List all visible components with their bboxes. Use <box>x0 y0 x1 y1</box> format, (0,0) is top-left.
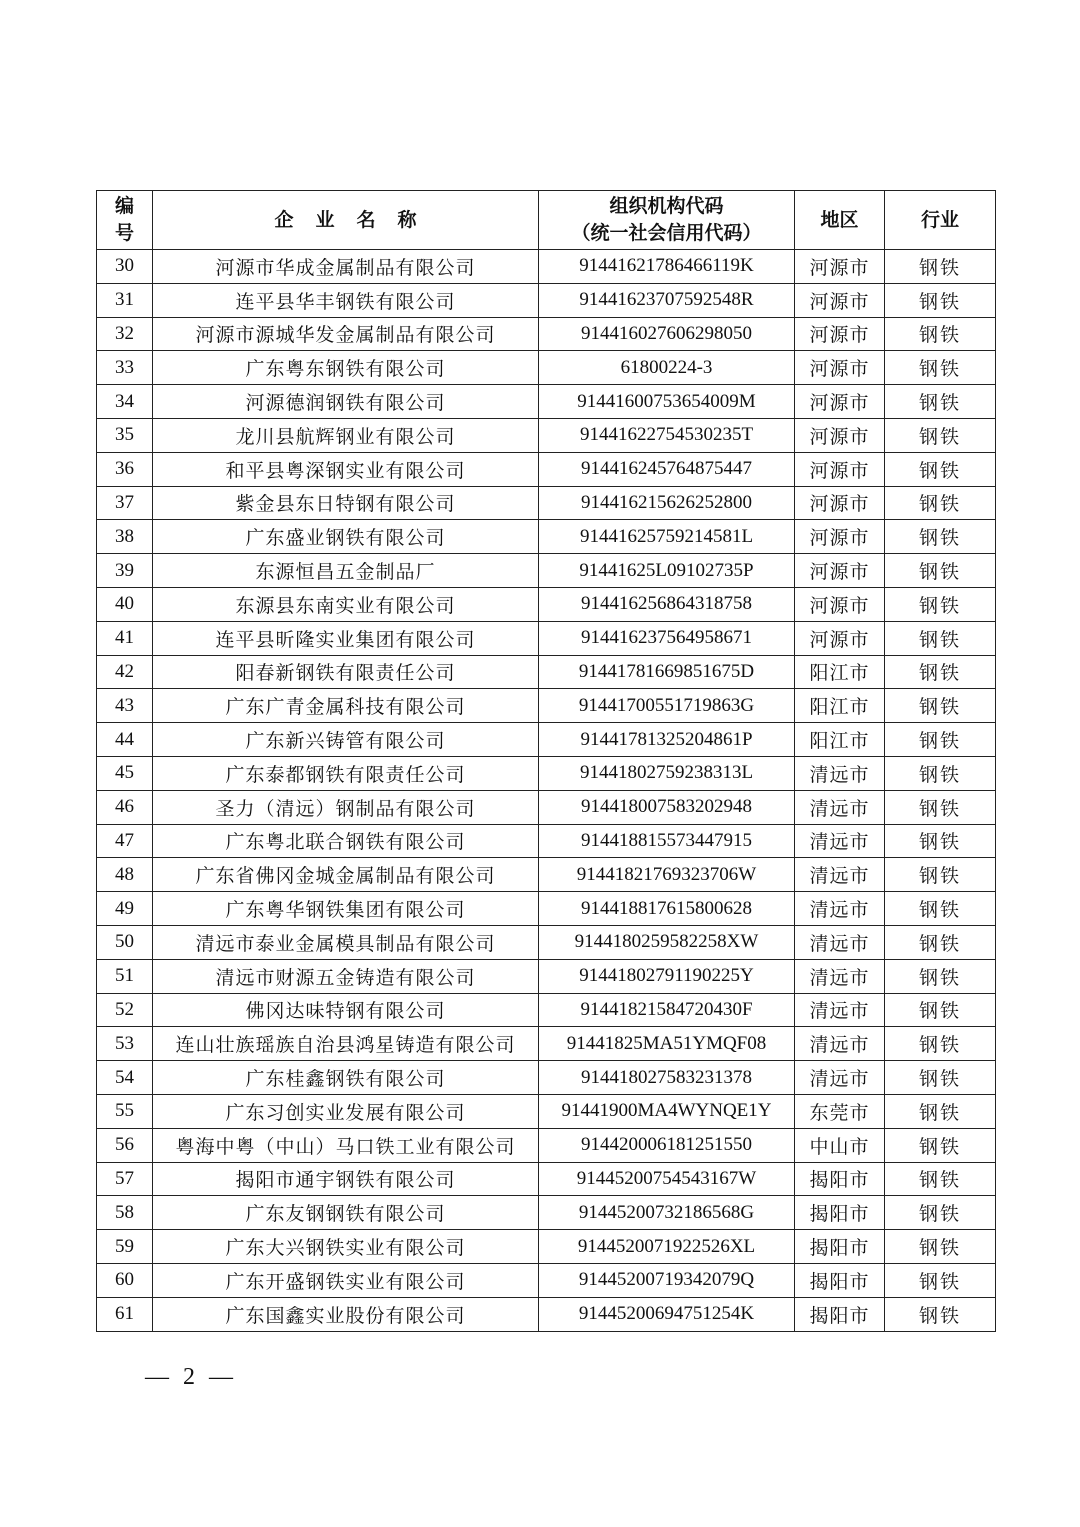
cell-org-code: 91441621786466119K <box>539 250 795 284</box>
cell-number: 49 <box>97 892 153 926</box>
cell-industry: 钢铁 <box>885 621 996 655</box>
cell-industry: 钢铁 <box>885 993 996 1027</box>
cell-org-code: 91441781669851675D <box>539 655 795 689</box>
cell-region: 河源市 <box>795 351 885 385</box>
cell-number: 51 <box>97 959 153 993</box>
cell-company-name: 河源德润钢铁有限公司 <box>153 385 539 419</box>
table-row <box>97 1196 996 1230</box>
cell-number: 30 <box>97 250 153 284</box>
header-org-code-line-1: 组织机构代码 <box>609 195 724 217</box>
cell-company-name: 广东省佛冈金城金属制品有限公司 <box>153 858 539 892</box>
cell-company-name: 广东大兴钢铁实业有限公司 <box>153 1230 539 1264</box>
cell-industry: 钢铁 <box>885 250 996 284</box>
cell-region: 揭阳市 <box>795 1196 885 1230</box>
cell-org-code: 914418817615800628 <box>539 892 795 926</box>
cell-region: 清远市 <box>795 790 885 824</box>
cell-company-name: 揭阳市通宇钢铁有限公司 <box>153 1162 539 1196</box>
cell-number: 56 <box>97 1128 153 1162</box>
table-body <box>97 250 996 1332</box>
cell-company-name: 东源县东南实业有限公司 <box>153 587 539 621</box>
cell-industry: 钢铁 <box>885 756 996 790</box>
table-header-row <box>97 191 996 250</box>
cell-region: 清远市 <box>795 824 885 858</box>
cell-number: 43 <box>97 689 153 723</box>
cell-company-name: 广东泰都钢铁有限责任公司 <box>153 756 539 790</box>
cell-org-code: 914416027606298050 <box>539 317 795 351</box>
cell-number: 48 <box>97 858 153 892</box>
cell-region: 中山市 <box>795 1128 885 1162</box>
header-industry: 行业 <box>885 191 996 250</box>
cell-region: 河源市 <box>795 452 885 486</box>
cell-org-code: 91441802759238313L <box>539 756 795 790</box>
cell-number: 55 <box>97 1094 153 1128</box>
cell-number: 45 <box>97 756 153 790</box>
cell-region: 清远市 <box>795 756 885 790</box>
cell-industry: 钢铁 <box>885 520 996 554</box>
cell-industry: 钢铁 <box>885 892 996 926</box>
table-row <box>97 486 996 520</box>
cell-industry: 钢铁 <box>885 587 996 621</box>
cell-company-name: 粤海中粤（中山）马口铁工业有限公司 <box>153 1128 539 1162</box>
cell-company-name: 广东开盛钢铁实业有限公司 <box>153 1263 539 1297</box>
cell-number: 40 <box>97 587 153 621</box>
cell-industry: 钢铁 <box>885 1162 996 1196</box>
header-number-line-1: 编 <box>114 195 134 217</box>
cell-org-code: 914416215626252800 <box>539 486 795 520</box>
cell-company-name: 广东粤华钢铁集团有限公司 <box>153 892 539 926</box>
table-row <box>97 756 996 790</box>
cell-region: 揭阳市 <box>795 1297 885 1331</box>
cell-company-name: 连平县华丰钢铁有限公司 <box>153 283 539 317</box>
cell-region: 清远市 <box>795 1061 885 1095</box>
cell-org-code: 91441781325204861P <box>539 723 795 757</box>
cell-industry: 钢铁 <box>885 1263 996 1297</box>
cell-org-code: 91441821769323706W <box>539 858 795 892</box>
table-row <box>97 317 996 351</box>
table-row <box>97 351 996 385</box>
cell-region: 清远市 <box>795 892 885 926</box>
cell-industry: 钢铁 <box>885 385 996 419</box>
cell-industry: 钢铁 <box>885 283 996 317</box>
cell-number: 33 <box>97 351 153 385</box>
cell-number: 50 <box>97 925 153 959</box>
cell-company-name: 广东桂鑫钢铁有限公司 <box>153 1061 539 1095</box>
cell-region: 阳江市 <box>795 689 885 723</box>
cell-number: 53 <box>97 1027 153 1061</box>
cell-industry: 钢铁 <box>885 1061 996 1095</box>
cell-org-code: 914418027583231378 <box>539 1061 795 1095</box>
cell-number: 52 <box>97 993 153 1027</box>
cell-industry: 钢铁 <box>885 1196 996 1230</box>
cell-industry: 钢铁 <box>885 418 996 452</box>
header-org-code <box>539 191 795 250</box>
cell-region: 阳江市 <box>795 655 885 689</box>
cell-industry: 钢铁 <box>885 554 996 588</box>
cell-region: 阳江市 <box>795 723 885 757</box>
cell-org-code: 91441622754530235T <box>539 418 795 452</box>
cell-org-code: 61800224-3 <box>539 351 795 385</box>
table-row <box>97 858 996 892</box>
table-row <box>97 892 996 926</box>
cell-industry: 钢铁 <box>885 1128 996 1162</box>
cell-company-name: 广东习创实业发展有限公司 <box>153 1094 539 1128</box>
cell-industry: 钢铁 <box>885 486 996 520</box>
cell-industry: 钢铁 <box>885 317 996 351</box>
cell-number: 60 <box>97 1263 153 1297</box>
cell-region: 河源市 <box>795 486 885 520</box>
table-row <box>97 385 996 419</box>
cell-region: 揭阳市 <box>795 1230 885 1264</box>
cell-company-name: 佛冈达味特钢有限公司 <box>153 993 539 1027</box>
cell-org-code: 91445200754543167W <box>539 1162 795 1196</box>
table-row <box>97 1162 996 1196</box>
cell-industry: 钢铁 <box>885 1230 996 1264</box>
table-row <box>97 1128 996 1162</box>
cell-company-name: 连平县昕隆实业集团有限公司 <box>153 621 539 655</box>
cell-org-code: 91445200732186568G <box>539 1196 795 1230</box>
cell-region: 清远市 <box>795 858 885 892</box>
enterprise-table <box>96 190 996 1332</box>
cell-number: 58 <box>97 1196 153 1230</box>
table-row <box>97 723 996 757</box>
cell-industry: 钢铁 <box>885 452 996 486</box>
header-company-name: 企业名称 <box>153 191 539 250</box>
cell-industry: 钢铁 <box>885 723 996 757</box>
table-row <box>97 283 996 317</box>
cell-number: 38 <box>97 520 153 554</box>
cell-org-code: 91445200719342079Q <box>539 1263 795 1297</box>
cell-region: 清远市 <box>795 993 885 1027</box>
cell-org-code: 914418007583202948 <box>539 790 795 824</box>
cell-company-name: 龙川县航辉钢业有限公司 <box>153 418 539 452</box>
table-row <box>97 418 996 452</box>
cell-org-code: 91441900MA4WYNQE1Y <box>539 1094 795 1128</box>
cell-company-name: 广东友钢钢铁有限公司 <box>153 1196 539 1230</box>
table-row <box>97 1061 996 1095</box>
cell-number: 42 <box>97 655 153 689</box>
table-row <box>97 959 996 993</box>
cell-number: 61 <box>97 1297 153 1331</box>
cell-company-name: 广东盛业钢铁有限公司 <box>153 520 539 554</box>
cell-region: 河源市 <box>795 587 885 621</box>
cell-industry: 钢铁 <box>885 1297 996 1331</box>
cell-org-code: 9144520071922526XL <box>539 1230 795 1264</box>
cell-region: 清远市 <box>795 925 885 959</box>
cell-number: 57 <box>97 1162 153 1196</box>
cell-company-name: 连山壮族瑶族自治县鸿星铸造有限公司 <box>153 1027 539 1061</box>
header-org-code-line-2: （统一社会信用代码） <box>571 222 762 244</box>
cell-company-name: 河源市源城华发金属制品有限公司 <box>153 317 539 351</box>
table-row <box>97 452 996 486</box>
cell-org-code: 91441802791190225Y <box>539 959 795 993</box>
cell-region: 东莞市 <box>795 1094 885 1128</box>
cell-region: 河源市 <box>795 520 885 554</box>
cell-region: 清远市 <box>795 959 885 993</box>
table-row <box>97 824 996 858</box>
cell-org-code: 91445200694751254K <box>539 1297 795 1331</box>
cell-region: 河源市 <box>795 283 885 317</box>
cell-industry: 钢铁 <box>885 351 996 385</box>
cell-company-name: 广东国鑫实业股份有限公司 <box>153 1297 539 1331</box>
cell-region: 河源市 <box>795 250 885 284</box>
table-row <box>97 554 996 588</box>
cell-industry: 钢铁 <box>885 858 996 892</box>
table-row <box>97 993 996 1027</box>
cell-company-name: 东源恒昌五金制品厂 <box>153 554 539 588</box>
cell-org-code: 914416245764875447 <box>539 452 795 486</box>
cell-region: 揭阳市 <box>795 1263 885 1297</box>
cell-org-code: 91441625L09102735P <box>539 554 795 588</box>
table-row <box>97 655 996 689</box>
table-row <box>97 587 996 621</box>
header-number <box>97 191 153 250</box>
table-row <box>97 1027 996 1061</box>
cell-number: 41 <box>97 621 153 655</box>
cell-org-code: 914416256864318758 <box>539 587 795 621</box>
cell-region: 河源市 <box>795 418 885 452</box>
cell-industry: 钢铁 <box>885 689 996 723</box>
cell-company-name: 广东广青金属科技有限公司 <box>153 689 539 723</box>
cell-org-code: 914420006181251550 <box>539 1128 795 1162</box>
cell-company-name: 紫金县东日特钢有限公司 <box>153 486 539 520</box>
cell-region: 河源市 <box>795 621 885 655</box>
table-row <box>97 689 996 723</box>
table-row <box>97 1094 996 1128</box>
cell-industry: 钢铁 <box>885 790 996 824</box>
cell-number: 39 <box>97 554 153 588</box>
cell-org-code: 914416237564958671 <box>539 621 795 655</box>
cell-number: 32 <box>97 317 153 351</box>
cell-industry: 钢铁 <box>885 1094 996 1128</box>
cell-region: 清远市 <box>795 1027 885 1061</box>
cell-region: 河源市 <box>795 317 885 351</box>
cell-company-name: 广东新兴铸管有限公司 <box>153 723 539 757</box>
cell-company-name: 广东粤东钢铁有限公司 <box>153 351 539 385</box>
cell-company-name: 和平县粤深钢实业有限公司 <box>153 452 539 486</box>
page-number: — 2 — <box>145 1364 237 1390</box>
cell-org-code: 91441821584720430F <box>539 993 795 1027</box>
cell-org-code: 91441825MA51YMQF08 <box>539 1027 795 1061</box>
cell-number: 35 <box>97 418 153 452</box>
cell-industry: 钢铁 <box>885 959 996 993</box>
cell-company-name: 阳春新钢铁有限责任公司 <box>153 655 539 689</box>
table-row <box>97 1230 996 1264</box>
cell-number: 59 <box>97 1230 153 1264</box>
cell-number: 54 <box>97 1061 153 1095</box>
cell-org-code: 91441625759214581L <box>539 520 795 554</box>
cell-number: 37 <box>97 486 153 520</box>
cell-org-code: 91441600753654009M <box>539 385 795 419</box>
cell-company-name: 清远市泰业金属模具制品有限公司 <box>153 925 539 959</box>
cell-company-name: 清远市财源五金铸造有限公司 <box>153 959 539 993</box>
cell-industry: 钢铁 <box>885 655 996 689</box>
cell-company-name: 广东粤北联合钢铁有限公司 <box>153 824 539 858</box>
cell-number: 36 <box>97 452 153 486</box>
table-row <box>97 621 996 655</box>
cell-number: 31 <box>97 283 153 317</box>
cell-industry: 钢铁 <box>885 1027 996 1061</box>
cell-region: 河源市 <box>795 554 885 588</box>
cell-region: 揭阳市 <box>795 1162 885 1196</box>
table-row <box>97 790 996 824</box>
header-number-line-2: 号 <box>114 222 134 244</box>
cell-region: 河源市 <box>795 385 885 419</box>
cell-industry: 钢铁 <box>885 824 996 858</box>
table-row <box>97 520 996 554</box>
table-row <box>97 250 996 284</box>
cell-number: 34 <box>97 385 153 419</box>
header-region: 地区 <box>795 191 885 250</box>
table-row <box>97 925 996 959</box>
cell-number: 44 <box>97 723 153 757</box>
cell-industry: 钢铁 <box>885 925 996 959</box>
cell-org-code: 9144180259582258XW <box>539 925 795 959</box>
table-row <box>97 1263 996 1297</box>
cell-company-name: 河源市华成金属制品有限公司 <box>153 250 539 284</box>
cell-company-name: 圣力（清远）钢制品有限公司 <box>153 790 539 824</box>
cell-org-code: 91441700551719863G <box>539 689 795 723</box>
table-row <box>97 1297 996 1331</box>
cell-number: 46 <box>97 790 153 824</box>
cell-number: 47 <box>97 824 153 858</box>
cell-org-code: 914418815573447915 <box>539 824 795 858</box>
cell-org-code: 91441623707592548R <box>539 283 795 317</box>
